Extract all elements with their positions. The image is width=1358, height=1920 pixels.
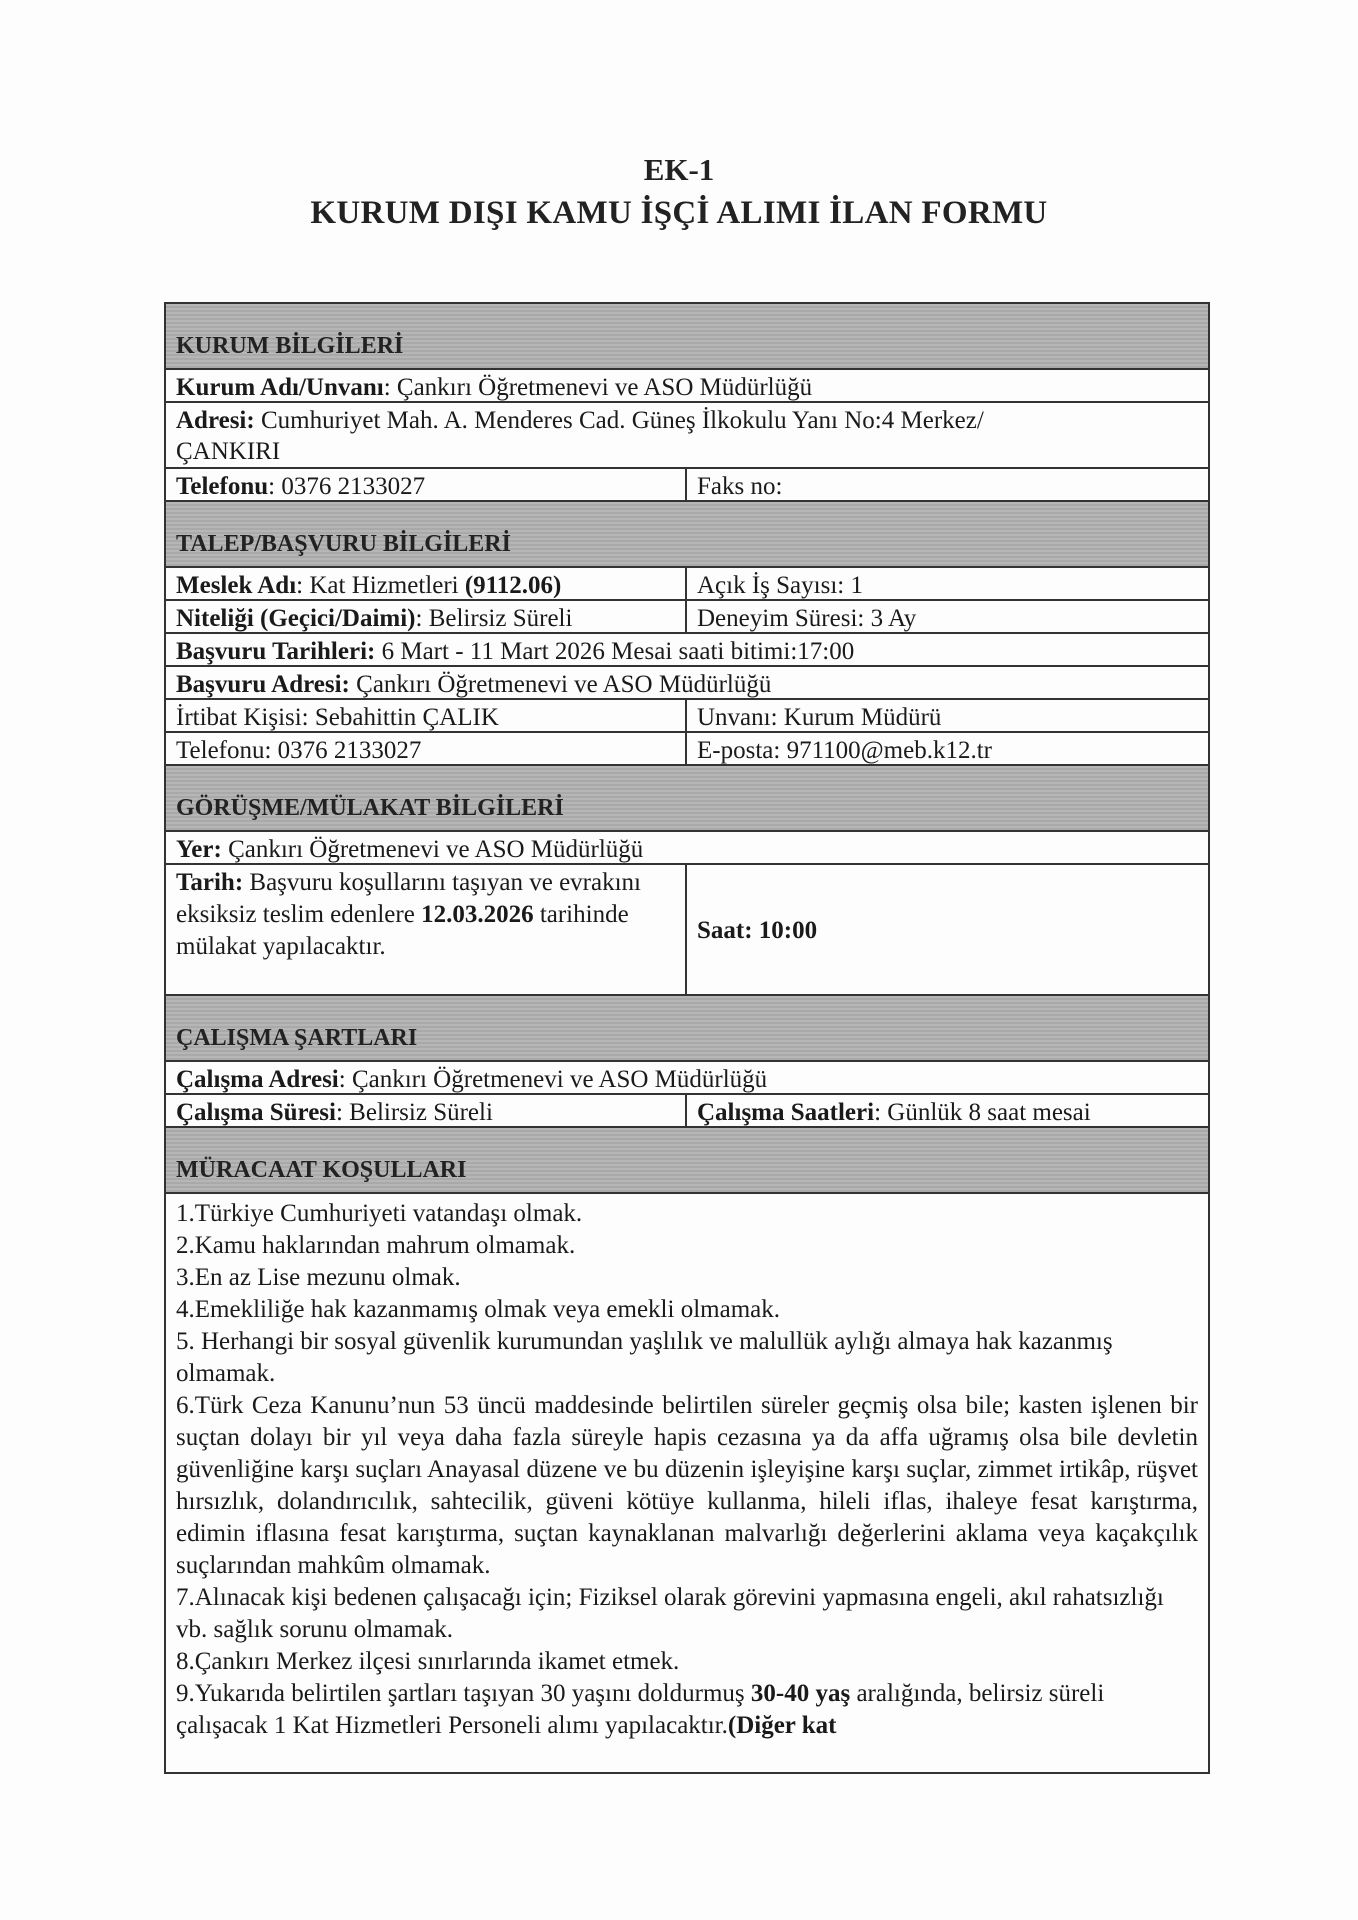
faks-field: Faks no: [697,473,783,500]
section-header-talep: TALEP/BAŞVURU BİLGİLERİ [166,502,1208,568]
row-adres: Adresi: Cumhuriyet Mah. A. Menderes Cad. Güneş İlkokulu Yanı No:4 Merkez/ÇANKIRI [166,403,1208,469]
condition-item: 1.Türkiye Cumhuriyeti vatandaşı olmak. [176,1200,583,1227]
row-iletisim: Telefonu: 0376 2133027 E-posta: 971100@meb.k12.tr [166,733,1208,766]
condition-item: 3.En az Lise mezunu olmak. [176,1264,461,1291]
row-calisma-adresi: Çalışma Adresi: Çankırı Öğretmenevi ve ASO Müdürlüğü [166,1062,1208,1095]
condition-item: 4.Emekliliğe hak kazanmamış olmak veya emekli olmamak. [176,1296,780,1323]
section-header-gorusme: GÖRÜŞME/MÜLAKAT BİLGİLERİ [166,766,1208,832]
interview-time: Saat: 10:00 [697,917,818,944]
row-nitelik: Niteliği (Geçici/Daimi): Belirsiz Süreli Deneyim Süresi: 3 Ay [166,601,1208,634]
row-telefon: Telefonu: 0376 2133027 Faks no: [166,469,1208,502]
row-basvuru-adresi: Başvuru Adresi: Çankırı Öğretmenevi ve ASO Müdürlüğü [166,667,1208,700]
row-irtibat: İrtibat Kişisi: Sebahittin ÇALIK Unvanı: Kurum Müdürü [166,700,1208,733]
conditions-list [166,1194,1208,1774]
condition-item: 6.Türk Ceza Kanunu’nun 53 üncü maddesinde belirtilen süreler geçmiş olsa bile; kasten işlenen bir suçtan dolayı bir yıl veya daha fazla süreyle hapis cezasına ya da affa uğramış olsa bile devletin güvenliğine karşı suçları Anayasal düzene ve bu düzenin işleyişine karşı suçlar, zimmet irtikâp, rüşvet hırsızlık, dolandırıcılık, sahtecilik, güveni kötüye kullanma, hileli iflas, ihaleye fesat karıştırma, edimin iflasına fesat karıştırma, suçtan kaynaklanan malvarlığı değerlerini aklama veya kaçakçılık suçlarından mahkûm olmamak. [176,1392,1198,1579]
row-tarih-saat: Tarih: Başvuru koşullarını taşıyan ve evrakını eksiksiz teslim edenlere 12.03.2026 tarihinde mülakat yapılacaktır. Saat: 10:00 [166,865,1208,996]
announcement-form-table [164,302,1210,1774]
row-yer: Yer: Çankırı Öğretmenevi ve ASO Müdürlüğü [166,832,1208,865]
condition-item: 7.Alınacak kişi bedenen çalışacağı için; Fiziksel olarak görevini yapmasına engeli, akıl rahatsızlığı vb. sağlık sorunu olmamak. [176,1584,1164,1643]
row-calisma-suresi: Çalışma Süresi: Belirsiz Süreli Çalışma Saatleri: Günlük 8 saat mesai [166,1095,1208,1128]
section-header-muracaat: MÜRACAAT KOŞULLARI [166,1128,1208,1194]
row-meslek: Meslek Adı: Kat Hizmetleri (9112.06) Açık İş Sayısı: 1 [166,568,1208,601]
form-title: KURUM DIŞI KAMU İŞÇİ ALIMI İLAN FORMU [310,195,1048,231]
condition-item: 5. Herhangi bir sosyal güvenlik kurumundan yaşlılık ve malullük aylığı almaya hak kazanmış olmamak. [176,1328,1113,1387]
annex-label: EK-1 [643,152,715,187]
section-header-kurum: KURUM BİLGİLERİ [166,304,1208,370]
section-header-calisma: ÇALIŞMA ŞARTLARI [166,996,1208,1062]
row-basvuru-tarihleri: Başvuru Tarihleri: 6 Mart - 11 Mart 2026 Mesai saati bitimi:17:00 [166,634,1208,667]
condition-item: 8.Çankırı Merkez ilçesi sınırlarında ikamet etmek. [176,1648,680,1675]
email-field: E-posta: 971100@meb.k12.tr [697,737,992,764]
condition-item: 2.Kamu haklarından mahrum olmamak. [176,1232,576,1259]
condition-item: 9.Yukarıda belirtilen şartları taşıyan 30 yaşını doldurmuş 30-40 yaş aralığında, belirsiz süreli çalışacak 1 Kat Hizmetleri Personeli alımı yapılacaktır.(Diğer kat [176,1680,1105,1739]
row-kurum-adi: Kurum Adı/Unvanı: Çankırı Öğretmenevi ve ASO Müdürlüğü [166,370,1208,403]
